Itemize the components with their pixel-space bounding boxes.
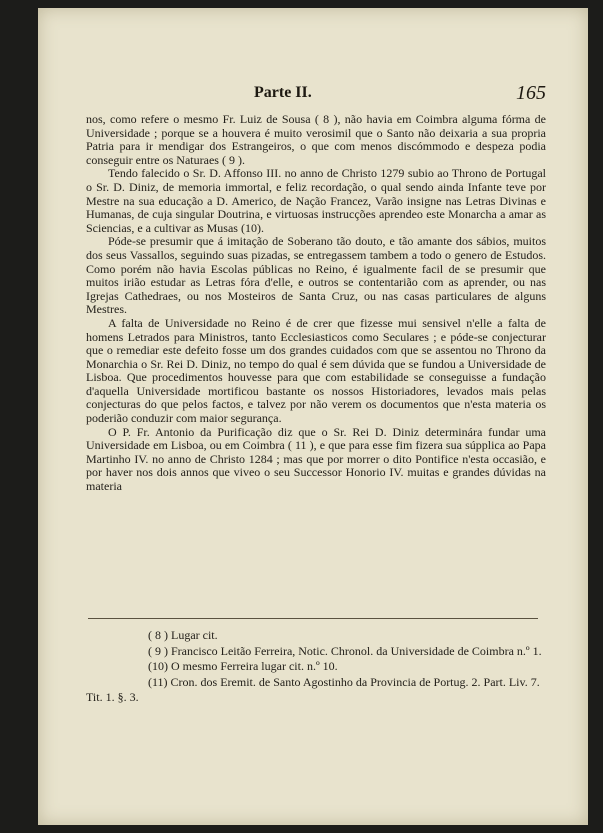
paragraph: O P. Fr. Antonio da Purificação diz que o Sr. Rei D. Diniz determinára fundar uma Universidade em Lisboa, ou em Coimbra ( 11 ), e que para esse fim fizera sua súpplica ao Papa Martinho IV. no anno de Christo 1284 ; mas que por morrer o dito Pontifice n'esta occasião, e por haver nos dois annos que viveo o seu Successor Honorio IV. muitas e grandes dúvidas na materia [86,424,546,494]
page-header [38,80,588,108]
running-title: Parte II. [254,84,312,101]
footnote: (10) O mesmo Ferreira lugar cit. n.º 10. [148,659,338,673]
footnote-divider [88,618,538,619]
footnote: ( 9 ) Francisco Leitão Ferreira, Notic. Chronol. da Universidade de Coimbra n.º 1. [148,643,542,658]
paragraph: Póde-se presumir que á imitação de Soberano tão douto, e tão amante dos sábios, muitos dos seus Vassallos, seguindo suas pizadas, se entregassem tambem a todo o genero de Estudos. Como porém não havia Escolas públicas no Reino, é igualmente facil de se presumir que muitos irião estudar as Letras fóra d'elle, e outros se contentarião com as aprender, ou nas Igrejas Cathedraes, ou nos Mosteiros de Santa Cruz, ou nas casas particulares de alguns Mestres. [86,234,546,317]
main-text [86,113,546,494]
book-page [38,8,588,825]
footnotes [86,628,546,706]
footnote: (11) Cron. dos Eremit. de Santo Agostinho da Provincia de Portug. 2. Part. Liv. 7. Tit. 1. §. 3. [86,674,540,704]
page-number: 165 [516,82,546,104]
footnote: ( 8 ) Lugar cit. [148,628,218,642]
paragraph: nos, como refere o mesmo Fr. Luiz de Sousa ( 8 ), não havia em Coimbra alguma fórma de Universidade ; porque se a houvera é muito verosimil que o Santo não deixaria a sua propria Patria para ir mendigar dos Estrangeiros, o que com menos discómmodo e despeza podia conseguir entre os Naturaes ( 9 ). [86,112,546,167]
paragraph: A falta de Universidade no Reino é de crer que fizesse mui sensivel n'elle a falta de homens Letrados para Ministros, tanto Ecclesiasticos como Seculares ; e póde-se conjecturar que o remediar este defeito fosse um dos grandes cuidados com que se assentou no Throno da Monarchia o Sr. Rei D. Diniz, no tempo do qual é sem dúvida que se fundou a Universidade de Lisboa. Que procedimentos houvesse para que com estabilidade se conseguisse a fundação d'aquella Universidade mortificou bastante os nossos Historiadores, levados mais pelas conjecturas do que pelos factos, e talvez por não verem os documentos que n'esta materia os poderião conduzir com maior segurança. [86,315,546,426]
paragraph: Tendo falecido o Sr. D. Affonso III. no anno de Christo 1279 subio ao Throno de Portugal o Sr. D. Diniz, de memoria immortal, e feliz recordação, o qual sendo ainda Infante teve por Mestre na sua educação a D. Americo, de Nação Francez, Varão insigne nas Letras Divinas e Humanas, de cuja singular Doutrina, e virtuosas instrucções aprendeo este Monarcha a amar as Sciencias, e a cultivar as Musas (10). [86,166,546,235]
